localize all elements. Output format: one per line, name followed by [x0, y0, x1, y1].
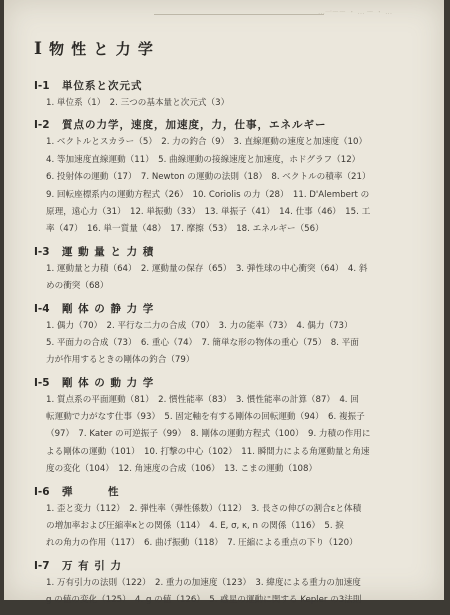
- toc-section: [34, 301, 430, 370]
- section-entries: [46, 95, 430, 112]
- section-heading: [34, 117, 430, 134]
- section-heading: [34, 78, 430, 95]
- entry-line: 力が作用するときの剛体の釣合（79）: [46, 355, 195, 366]
- bleed-through-text: …一ーー ・ … ー ・ …: [318, 8, 393, 16]
- section-entries: [46, 392, 430, 479]
- section-heading: [34, 244, 430, 261]
- section-number: I-4: [34, 302, 50, 315]
- section-number: I-2: [34, 119, 50, 132]
- entry-line: （97） 7. Kater の可逆振子（99） 8. 剛体の運動方程式（100） 9. 力積の作用に: [46, 429, 371, 440]
- section-title: 剛 体 の 静 力 学: [62, 302, 155, 315]
- part-title: [34, 38, 154, 59]
- book-page: [4, 0, 444, 606]
- section-title: 質点の力学，速度，加速度，力，仕事，エネルギー: [62, 119, 327, 132]
- toc-section: [34, 375, 430, 479]
- entry-line: 1. 偶力（70） 2. 平行な二力の合成（70） 3. 力の能率（73） 4. 偶力（73）: [46, 320, 353, 331]
- entry-line: 6. 投射体の運動（17） 7. Newton の運動の法則（18） 8. ベクトルの積率（21）: [46, 172, 371, 183]
- section-entries: [46, 575, 430, 610]
- entry-line: めの衝突（68）: [46, 281, 109, 292]
- toc-section: [34, 78, 430, 112]
- section-number: I-3: [34, 245, 50, 258]
- section-title: 剛 体 の 動 力 学: [62, 376, 155, 389]
- part-title-text: 物 性 と 力 学: [48, 40, 154, 58]
- toc-section: [34, 558, 430, 610]
- entry-line: 1. 運動量と力積（64） 2. 運動量の保存（65） 3. 弾性球の中心衝突（64） 4. 斜: [46, 263, 368, 274]
- section-heading: [34, 375, 430, 392]
- section-title: 万 有 引 力: [62, 559, 122, 572]
- entry-line: 率（47） 16. 単一質量（48） 17. 摩擦（53） 18. エネルギー（56）: [46, 224, 324, 235]
- top-rule: [154, 14, 324, 15]
- section-number: I-5: [34, 376, 50, 389]
- entry-line: 度の変化（104） 12. 角速度の合成（106） 13. こまの運動（108）: [46, 464, 318, 475]
- section-title: 単位系と次元式: [62, 80, 143, 92]
- section-title: 弾 性: [62, 485, 120, 498]
- toc-section: [34, 244, 430, 296]
- entry-line: 1. 歪と変力（112） 2. 弾性率（弾性係数）（112） 3. 長さの伸びの割合εと体積: [46, 503, 362, 514]
- entry-line: 5. 平面力の合成（73） 6. 重心（74） 7. 簡単な形の物体の重心（75） 8. 平面: [46, 337, 359, 348]
- entry-line: の増加率および圧縮率κとの関係（114） 4. E, σ, κ, n の関係（116） 5. 捩: [46, 521, 344, 532]
- section-entries: [46, 318, 430, 370]
- entry-line: 転運動で力がなす仕事（93） 5. 固定軸を有する剛体の回転運動（94） 6. 複振子: [46, 412, 365, 423]
- toc-section: [34, 117, 430, 238]
- section-entries: [46, 134, 430, 238]
- entry-line: 1. 万有引力の法則（122） 2. 重力の加速度（123） 3. 緯度による重力の加速度: [46, 577, 361, 588]
- section-heading: [34, 484, 430, 501]
- entry-line: 原理，遠心力（31） 12. 単振動（33） 13. 単振子（41） 14. 仕事（46） 15. 工: [46, 206, 371, 217]
- section-entries: [46, 261, 430, 296]
- section-heading: [34, 558, 430, 575]
- section-number: I-1: [34, 80, 50, 92]
- entry-line: 1. ベクトルとスカラー（5） 2. 力の釣合（9） 3. 直線運動の速度と加速度（10）: [46, 137, 368, 148]
- section-entries: [46, 501, 430, 553]
- section-number: I-6: [34, 485, 50, 498]
- entry-line: g の値の変化（125） 4. g の値（126） 5. 惑星の運動に関する Kepler の3法則: [46, 595, 362, 606]
- toc-section: [34, 484, 430, 553]
- entry-line: 1. 質点系の平面運動（81） 2. 慣性能率（83） 3. 慣性能率の計算（87） 4. 回: [46, 394, 359, 405]
- entry-line: 9. 回転座標系内の運動方程式（26） 10. Coriolis の力（28） 11. D'Alembert の: [46, 189, 370, 200]
- entry-line: 1. 単位系（1） 2. 三つの基本量と次元式（3）: [46, 98, 230, 108]
- entry-line: 4. 等加速度直線運動（11） 5. 曲線運動の接線速度と加速度，ホドグラフ（12）: [46, 154, 361, 165]
- section-heading: [34, 301, 430, 318]
- section-title: 運 動 量 と 力 積: [62, 245, 155, 258]
- section-number: I-7: [34, 559, 50, 572]
- part-numeral: I: [34, 39, 43, 59]
- entry-line: よる剛体の運動（101） 10. 打撃の中心（102） 11. 瞬間力による角運動量と角速: [46, 446, 370, 457]
- entry-line: れの角力の作用（117） 6. 曲げ振動（118） 7. 圧縮による重点の下り（120）: [46, 538, 358, 549]
- toc-sections: [34, 78, 430, 615]
